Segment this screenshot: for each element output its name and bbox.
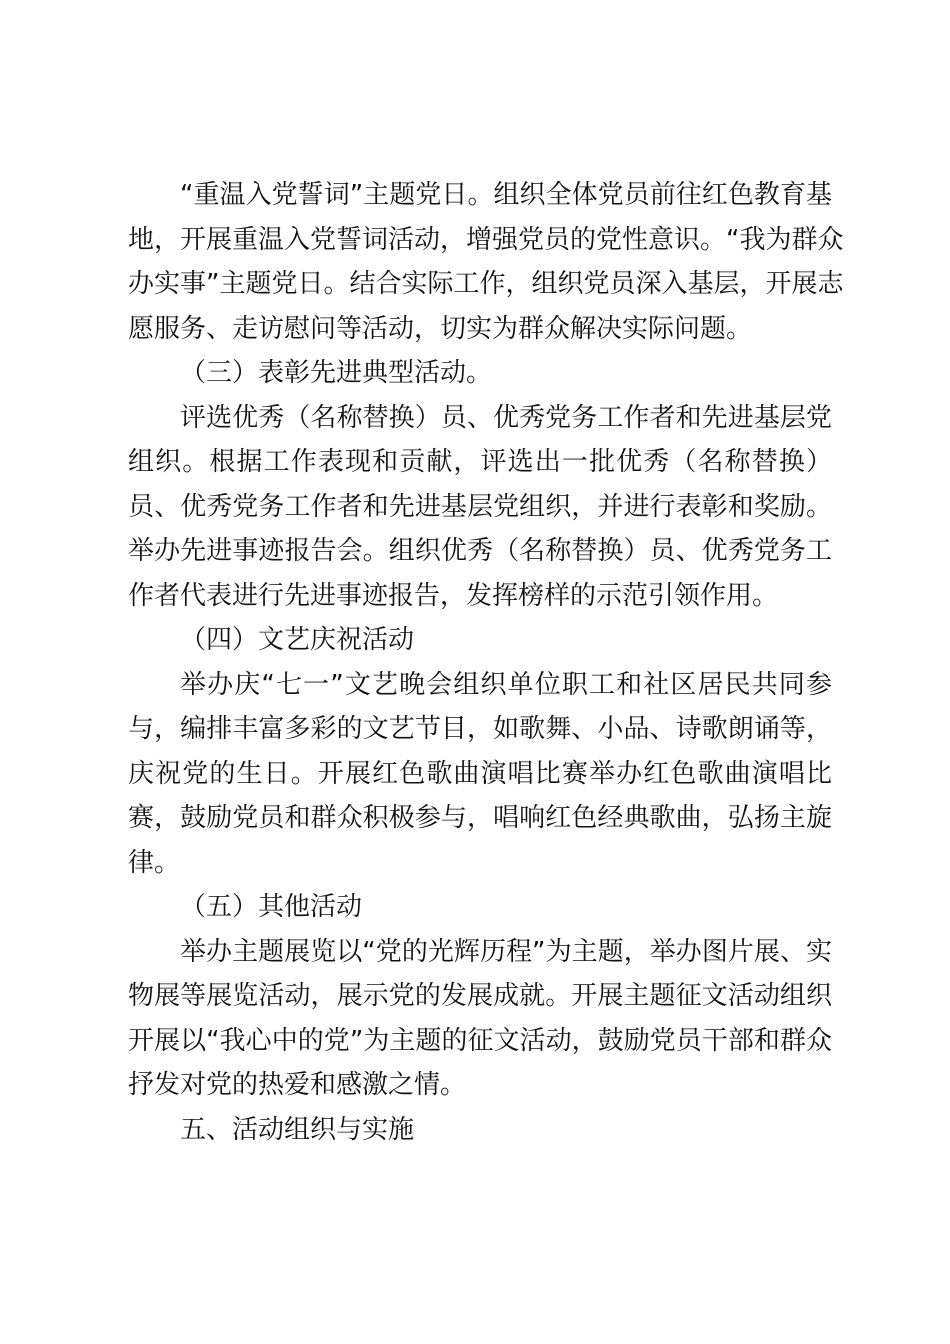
paragraph-other-activities: [128, 930, 832, 1108]
text-line: 赛，鼓励党员和群众积极参与，唱响红色经典歌曲，弘扬主旋: [128, 803, 832, 833]
heading-line: （三）表彰先进典型活动。: [180, 358, 493, 388]
text-line: 评选优秀（名称替换）员、优秀党务工作者和先进基层党: [180, 402, 832, 433]
paragraph-commend-advanced: [128, 396, 832, 619]
text-line: 与，编排丰富多彩的文艺节目，如歌舞、小品、诗歌朗诵等，: [128, 714, 832, 744]
document-page: [128, 173, 844, 1152]
heading-other-activities: [128, 885, 832, 930]
text-line: 抒发对党的热爱和感激之情。: [128, 1070, 467, 1100]
paragraph-arts-celebration: [128, 663, 832, 886]
paragraph-party-day-activities: [128, 173, 844, 351]
text-line: 愿服务、走访慰问等活动，切实为群众解决实际问题。: [128, 313, 753, 344]
text-line: 组织。根据工作表现和贡献，评选出一批优秀（名称替换）: [128, 447, 832, 477]
heading-line: （五）其他活动: [180, 892, 363, 922]
text-line: 律。: [128, 847, 181, 878]
heading-commend-advanced: [128, 351, 832, 396]
heading-arts-celebration: [128, 618, 832, 663]
text-line: 举办庆“七一”文艺晚会组织单位职工和社区居民共同参: [180, 669, 832, 700]
text-line: 物展等展览活动，展示党的发展成就。开展主题征文活动组织: [128, 981, 832, 1011]
heading-line: （四）文艺庆祝活动: [180, 625, 415, 655]
heading-line: 五、活动组织与实施: [180, 1114, 415, 1145]
text-line: “重温入党誓词”主题党日。组织全体党员前往红色教育基: [180, 180, 832, 210]
text-line: 庆祝党的生日。开展红色歌曲演唱比赛举办红色歌曲演唱比: [128, 758, 832, 789]
text-line: 举办先进事迹报告会。组织优秀（名称替换）员、优秀党务工: [128, 536, 832, 566]
text-line: 开展以“我心中的党”为主题的征文活动，鼓励党员干部和群众: [128, 1025, 832, 1056]
text-line: 地，开展重温入党誓词活动，增强党员的党性意识。“我为群众: [128, 224, 844, 255]
text-line: 办实事”主题党日。结合实际工作，组织党员深入基层，开展志: [128, 269, 844, 299]
text-line: 举办主题展览以“党的光辉历程”为主题，举办图片展、实: [180, 936, 832, 967]
heading-organization-implementation: [128, 1108, 832, 1153]
text-line: 作者代表进行先进事迹报告，发挥榜样的示范引领作用。: [128, 580, 779, 611]
text-line: 员、优秀党务工作者和先进基层党组织，并进行表彰和奖励。: [128, 491, 832, 522]
